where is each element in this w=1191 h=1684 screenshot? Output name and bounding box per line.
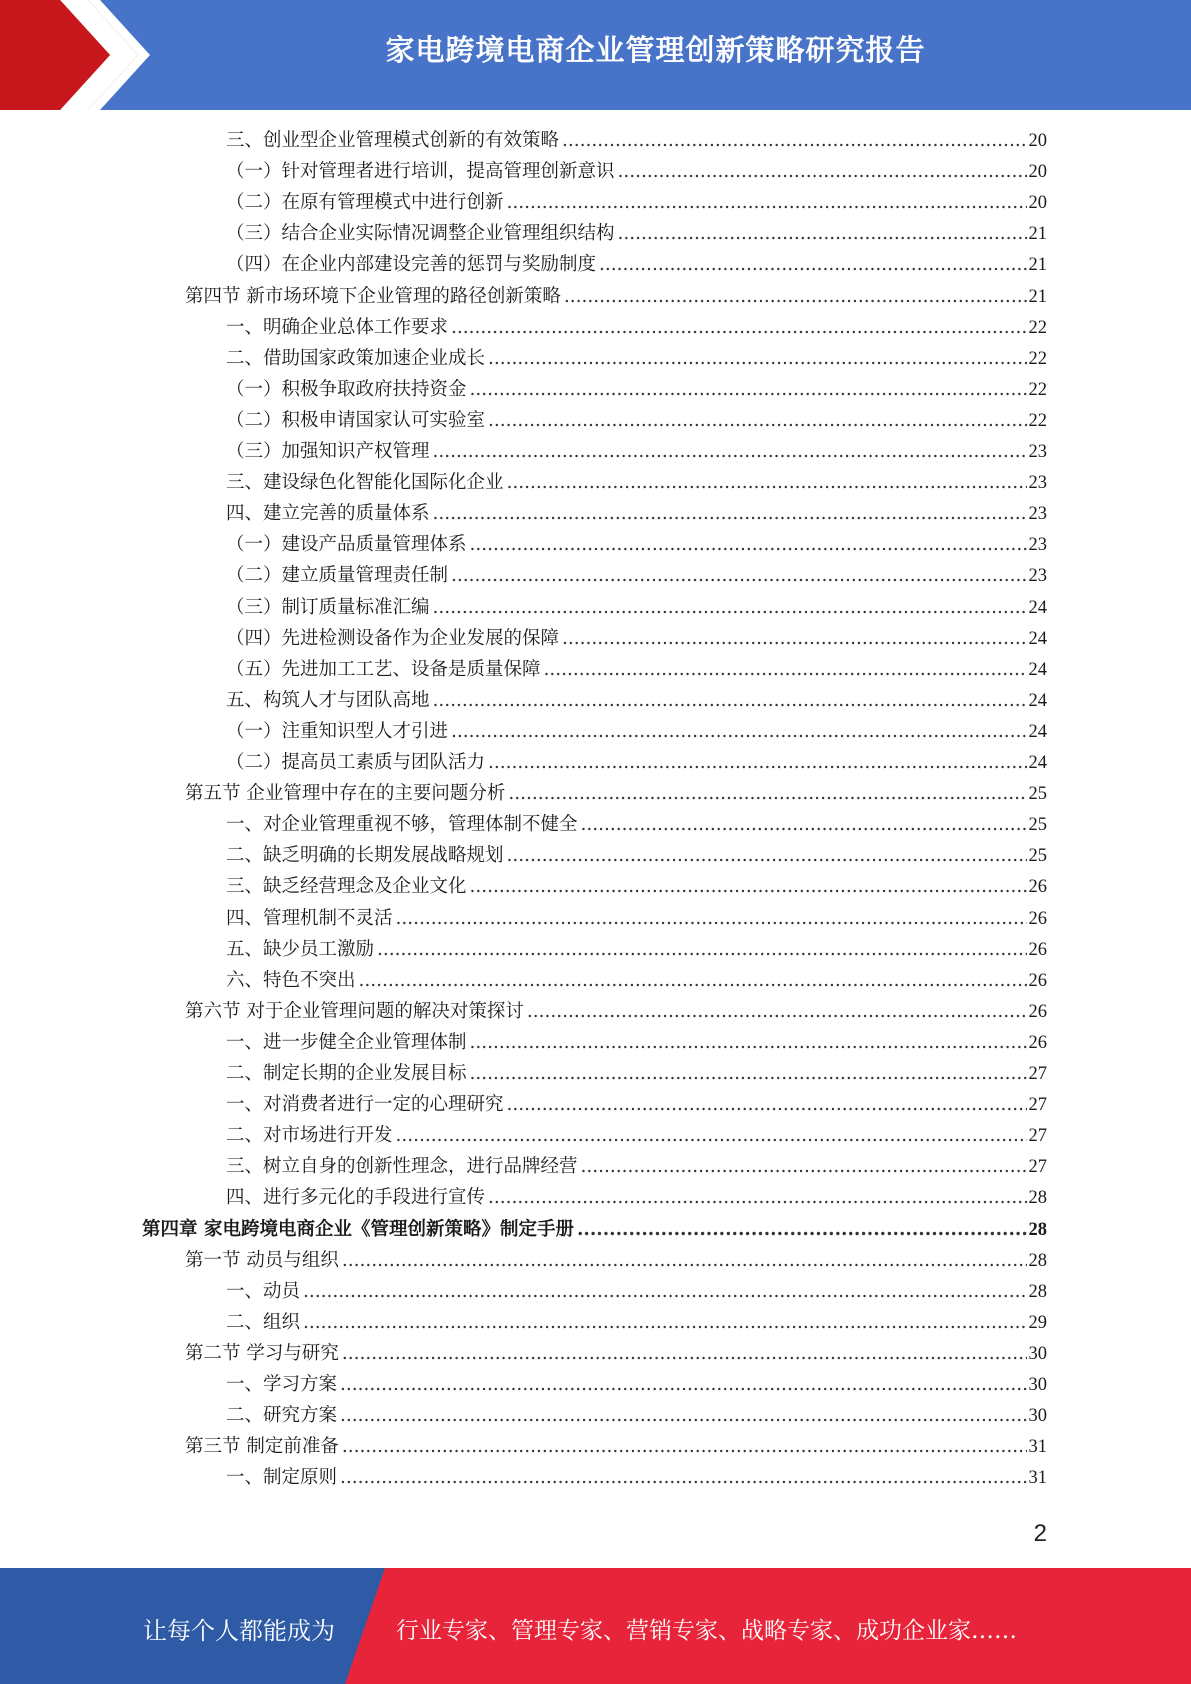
toc-leader-dots [599, 252, 1026, 278]
toc-leader-dots [562, 128, 1026, 154]
toc-entry[interactable] [226, 346, 1047, 372]
toc-entry-page: 23 [1028, 535, 1047, 556]
toc-entry[interactable] [226, 1279, 1047, 1305]
toc-entry[interactable] [226, 843, 1047, 869]
toc-entry[interactable] [226, 159, 1047, 185]
toc-entry-page: 22 [1028, 379, 1047, 400]
toc-entry[interactable] [226, 595, 1047, 621]
toc-entry-page: 21 [1028, 224, 1047, 245]
toc-leader-dots [470, 1061, 1027, 1087]
toc-entry-title: 一、学习方案 [226, 1374, 338, 1395]
toc-leader-dots [508, 781, 1026, 807]
toc-entry[interactable] [226, 315, 1047, 341]
toc-leader-dots [470, 874, 1027, 900]
document-title: 家电跨境电商企业管理创新策略研究报告 [385, 33, 926, 67]
toc-leader-dots [618, 159, 1027, 185]
toc-leader-dots [433, 595, 1027, 621]
toc-leader-dots [507, 190, 1027, 216]
toc-entry-page: 26 [1028, 908, 1047, 929]
toc-leader-dots [396, 1123, 1027, 1149]
toc-leader-dots [377, 937, 1026, 963]
toc-leader-dots [433, 688, 1027, 714]
toc-entry-page: 30 [1028, 1343, 1047, 1364]
toc-entry-title: 一、明确企业总体工作要求 [226, 316, 449, 338]
toc-leader-dots [451, 563, 1026, 589]
toc-entry-page: 31 [1028, 1437, 1047, 1458]
toc-entry-page: 24 [1028, 659, 1047, 680]
toc-entry-title: （二）建立质量管理责任制 [226, 565, 449, 587]
toc-entry[interactable] [226, 688, 1047, 714]
toc-entry-title: 二、制定长期的企业发展目标 [226, 1063, 467, 1084]
toc-leader-dots [303, 1279, 1026, 1305]
toc-entry-title: 二、对市场进行开发 [226, 1125, 393, 1147]
toc-entry-page: 24 [1028, 597, 1047, 618]
toc-entry-page: 26 [1028, 970, 1047, 991]
toc-leader-dots [451, 719, 1026, 745]
toc-entry-title: 三、缺乏经营理念及企业文化 [226, 876, 467, 898]
toc-entry-page: 22 [1028, 317, 1047, 338]
toc-entry-title: 四、建立完善的质量体系 [226, 503, 430, 525]
toc-entry-title: 第四章 家电跨境电商企业《管理创新策略》制定手册 [142, 1218, 574, 1240]
toc-entry-page: 29 [1028, 1312, 1047, 1333]
toc-entry-page: 25 [1028, 815, 1047, 836]
toc-entry-page: 20 [1028, 162, 1047, 183]
toc-entry-page: 28 [1028, 1250, 1047, 1271]
toc-leader-dots [562, 626, 1026, 652]
toc-entry[interactable] [226, 1030, 1047, 1056]
toc-leader-dots [564, 284, 1027, 310]
toc-leader-dots [342, 1434, 1027, 1460]
toc-leader-dots [359, 968, 1027, 994]
toc-entry-title: 二、组织 [226, 1311, 301, 1333]
toc-entry-title: 第四节 新市场环境下企业管理的路径创新策略 [185, 285, 561, 307]
toc-entry-title: （三）加强知识产权管理 [226, 441, 430, 462]
toc-entry-page: 30 [1028, 1406, 1047, 1427]
toc-entry-title: （一）积极争取政府扶持资金 [226, 378, 467, 400]
toc-entry[interactable] [226, 1123, 1047, 1149]
toc-leader-dots [577, 1217, 1027, 1243]
toc-entry[interactable] [226, 501, 1047, 527]
toc-entry[interactable] [226, 563, 1047, 589]
toc-entry[interactable] [185, 781, 1047, 807]
page-footer [0, 1568, 1191, 1684]
toc-leader-dots [396, 906, 1027, 932]
toc-entry-title: （四）先进检测设备作为企业发展的保障 [226, 627, 560, 649]
toc-leader-dots [303, 1310, 1026, 1336]
toc-entry-title: 一、对企业管理重视不够，管理体制不健全 [226, 814, 578, 836]
toc-entry-page: 26 [1028, 1001, 1047, 1022]
toc-entry-title: 二、研究方案 [226, 1405, 338, 1427]
toc-leader-dots [488, 346, 1026, 372]
toc-entry-title: 三、树立自身的创新性理念，进行品牌经营 [226, 1156, 578, 1178]
toc-leader-dots [433, 501, 1027, 527]
toc-entry-page: 31 [1028, 1468, 1047, 1489]
toc-entry[interactable] [226, 1154, 1047, 1180]
footer-slogan-right: 行业专家、管理专家、营销专家、战略专家、成功企业家…… [396, 1618, 1017, 1644]
toc-entry-title: 一、进一步健全企业管理体制 [226, 1031, 467, 1053]
toc-entry[interactable] [226, 1061, 1047, 1087]
toc-entry-page: 26 [1028, 1032, 1047, 1053]
toc-entry-title: 第二节 学习与研究 [185, 1342, 339, 1364]
toc-leader-dots [342, 1341, 1027, 1367]
toc-entry[interactable] [185, 284, 1047, 310]
toc-entry[interactable] [185, 1248, 1047, 1274]
toc-leader-dots [433, 439, 1027, 465]
toc-entry-title: 三、创业型企业管理模式创新的有效策略 [226, 130, 560, 151]
toc-entry-title: （二）提高员工素质与团队活力 [226, 752, 486, 773]
toc-entry[interactable] [226, 968, 1047, 994]
toc-entry-page: 26 [1028, 877, 1047, 898]
toc-entry-title: 第一节 动员与组织 [185, 1249, 339, 1271]
toc-leader-dots [488, 408, 1026, 434]
toc-entry-title: 第五节 企业管理中存在的主要问题分析 [185, 783, 506, 805]
toc-entry[interactable] [226, 532, 1047, 558]
toc-entry[interactable] [226, 408, 1047, 434]
toc-entry-title: 二、缺乏明确的长期发展战略规划 [226, 845, 504, 867]
toc-leader-dots [342, 1248, 1027, 1274]
toc-entry[interactable] [226, 626, 1047, 652]
toc-entry-page: 21 [1028, 255, 1047, 276]
toc-leader-dots [470, 1030, 1027, 1056]
toc-entry[interactable] [226, 439, 1047, 465]
toc-entry-page: 27 [1028, 1064, 1047, 1084]
toc-entry-title: 第三节 制定前准备 [185, 1436, 339, 1458]
toc-entry[interactable] [226, 874, 1047, 900]
toc-entry-page: 23 [1028, 504, 1047, 525]
toc-entry-page: 20 [1028, 193, 1047, 214]
toc-entry-page: 28 [1028, 1188, 1047, 1209]
toc-entry-title: （一）建设产品质量管理体系 [226, 534, 467, 556]
toc-entry-page: 27 [1028, 1095, 1047, 1116]
toc-entry[interactable] [185, 1341, 1047, 1367]
toc-leader-dots [618, 221, 1027, 247]
toc-leader-dots [470, 532, 1027, 558]
page-number: 2 [1033, 1520, 1047, 1547]
toc-leader-dots [507, 470, 1027, 496]
toc-leader-dots [507, 843, 1027, 869]
toc-entry-title: 四、管理机制不灵活 [226, 907, 393, 929]
toc-leader-dots [488, 750, 1026, 776]
toc-leader-dots [507, 1092, 1027, 1118]
toc-entry-title: （二）在原有管理模式中进行创新 [226, 192, 504, 214]
toc-entry-page: 24 [1028, 721, 1047, 742]
toc-entry[interactable] [226, 1310, 1047, 1336]
toc-leader-dots [581, 1154, 1027, 1180]
toc-entry[interactable] [226, 1465, 1047, 1491]
toc-entry[interactable] [226, 1185, 1047, 1211]
toc-entry-page: 28 [1028, 1219, 1047, 1240]
toc-leader-dots [470, 377, 1027, 403]
toc-entry-title: 一、动员 [226, 1280, 301, 1302]
toc-entry-title: 六、特色不突出 [226, 969, 356, 991]
toc-entry-page: 21 [1028, 286, 1047, 307]
toc-entry[interactable] [142, 1217, 1047, 1243]
toc-entry-page: 22 [1028, 348, 1047, 369]
toc-entry-title: 一、制定原则 [226, 1467, 338, 1489]
toc-entry[interactable] [226, 221, 1047, 247]
toc-entry-page: 22 [1028, 410, 1047, 431]
toc-entry[interactable] [226, 1403, 1047, 1429]
page-header [0, 0, 1191, 110]
toc-entry[interactable] [226, 190, 1047, 216]
toc-entry[interactable] [226, 719, 1047, 745]
toc-entry-title: 三、建设绿色化智能化国际化企业 [226, 472, 504, 494]
toc-entry-page: 26 [1028, 939, 1047, 960]
toc-leader-dots [488, 1185, 1026, 1211]
toc-entry[interactable] [185, 1434, 1047, 1460]
toc-entry-page: 25 [1028, 846, 1047, 867]
toc-entry-page: 24 [1028, 753, 1047, 773]
toc-entry-page: 23 [1028, 442, 1047, 462]
toc-entry[interactable] [226, 750, 1047, 776]
toc-entry-title: （三）结合企业实际情况调整企业管理组织结构 [226, 223, 615, 245]
toc-entry-title: （一）注重知识型人才引进 [226, 720, 449, 742]
toc-entry[interactable] [226, 937, 1047, 963]
toc-entry-page: 24 [1028, 628, 1047, 649]
toc-entry-page: 28 [1028, 1281, 1047, 1302]
toc-entry-title: （二）积极申请国家认可实验室 [226, 409, 486, 431]
toc-entry[interactable] [226, 1092, 1047, 1118]
toc-entry-title: （五）先进加工工艺、设备是质量保障 [226, 658, 541, 680]
toc-entry-title: 第六节 对于企业管理问题的解决对策探讨 [185, 1000, 524, 1022]
toc-entry[interactable] [226, 657, 1047, 683]
toc-entry-title: （三）制订质量标准汇编 [226, 596, 430, 618]
toc-entry-page: 27 [1028, 1126, 1047, 1147]
toc-leader-dots [451, 315, 1026, 341]
toc-entry[interactable] [226, 906, 1047, 932]
toc-leader-dots [544, 657, 1027, 683]
toc-entry-title: 二、借助国家政策加速企业成长 [226, 347, 486, 369]
toc-entry[interactable] [226, 128, 1047, 154]
toc-entry-title: 五、构筑人才与团队高地 [226, 689, 430, 711]
toc-entry-title: 一、对消费者进行一定的心理研究 [226, 1094, 504, 1116]
toc-entry-page: 23 [1028, 473, 1047, 494]
toc-entry[interactable] [226, 812, 1047, 838]
toc-entry-title: （四）在企业内部建设完善的惩罚与奖励制度 [226, 254, 597, 276]
toc-entry-title: （一）针对管理者进行培训，提高管理创新意识 [226, 161, 615, 183]
footer-slogan-left: 让每个人都能成为 [143, 1617, 335, 1645]
toc-entry-page: 24 [1028, 690, 1047, 711]
toc-entry[interactable] [226, 470, 1047, 496]
toc-entry-page: 23 [1028, 566, 1047, 587]
toc-entry-title: 五、缺少员工激励 [226, 938, 375, 960]
toc-entry[interactable] [226, 377, 1047, 403]
toc-entry-title: 四、进行多元化的手段进行宣传 [226, 1187, 486, 1209]
toc-entry-page: 30 [1028, 1375, 1047, 1395]
toc-leader-dots [340, 1403, 1026, 1429]
toc-entry[interactable] [226, 252, 1047, 278]
toc-entry-page: 27 [1028, 1157, 1047, 1178]
toc-entry[interactable] [185, 999, 1047, 1025]
toc-entry-page: 20 [1028, 131, 1047, 151]
toc-leader-dots [581, 812, 1027, 838]
toc-entry[interactable] [226, 1372, 1047, 1398]
toc-leader-dots [340, 1372, 1026, 1398]
toc-leader-dots [340, 1465, 1026, 1491]
toc-entry-page: 25 [1028, 784, 1047, 805]
toc-leader-dots [527, 999, 1027, 1025]
